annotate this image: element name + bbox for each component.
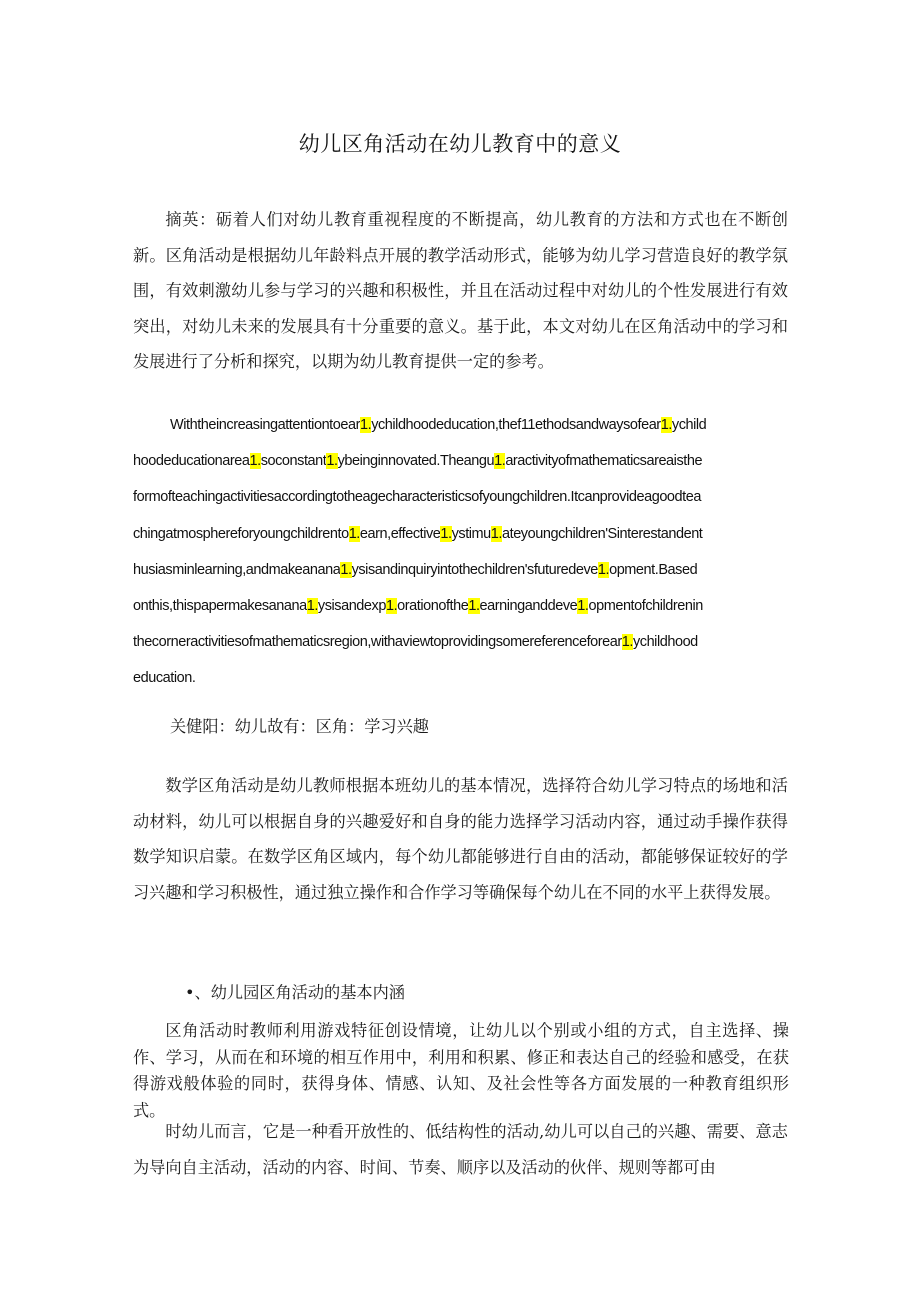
abstract-english-text: Withtheincreasingattentiontoear — [170, 417, 360, 433]
body-paragraph-text: 区角活动时教师利用游戏特征创设情境，让幼儿以个别或小组的方式，自主选择、操作、学习，从而在和环境的相互作用中，利用和积累、修正和表达自己的经验和感受，在获得游戏般体验的同时，获得身体、情感、认知、及社会性等各方面发展的一种教育组织形式。 — [133, 1021, 789, 1120]
highlighted-fragment: 1. — [468, 597, 480, 614]
abstract-english-text: thecorneractivitiesofmathematicsregion,withaviewtoprovidingsomereferenceforear — [133, 634, 622, 651]
abstract-english-text: ystimu — [451, 525, 491, 542]
intro-paragraph-text: 数学区角活动是幼儿教师根据本班幼儿的基本情况，选择符合幼儿学习特点的场地和活动材料，幼儿可以根据自身的兴趣爱好和自身的能力选择学习活动内容，通过动手操作获得数学知识启蒙。在数学区角区域内，每个幼儿都能够进行自由的活动，都能够保证较好的学习兴趣和学习积极性，通过独立操作和合作学习等确保每个幼儿在不同的水平上获得发展。 — [133, 776, 788, 902]
abstract-english-text: husiasminlearning,andmakeanana — [133, 561, 341, 578]
section-heading: •、幼儿园区角活动的基本内涵 — [185, 983, 405, 1002]
highlighted-fragment: 1. — [660, 417, 672, 433]
highlighted-fragment: 1. — [577, 597, 589, 614]
abstract-english-line — [133, 479, 793, 515]
abstract-english-text: ysisandexp — [317, 597, 386, 614]
keywords-line: 关健阳：幼儿故有：区角：学习兴趣 — [170, 717, 429, 736]
abstract-english-line — [133, 624, 793, 660]
abstract-english-text: hoodeducationarea — [133, 453, 250, 470]
abstract-english-text: opment.Based — [609, 561, 698, 578]
highlighted-fragment: 1. — [249, 453, 261, 470]
abstract-chinese-text: 摘英：砺着人们对幼儿教育重视程度的不断提高，幼儿教育的方法和方式也在不断创新。区角活动是根据幼儿年龄料点开展的教学活动形式，能够为幼儿学习营造良好的教学氛围，有效刺激幼儿参与学习的兴趣和积极性，并且在活动过程中对幼儿的个性发展进行有效突出，对幼儿未来的发展具有十分重要的意义。基于此，本文对幼儿在区角活动中的学习和发展进行了分析和探究，以期为幼儿教育提供一定的参考。 — [133, 210, 788, 372]
abstract-english-text: ysisandinquiryintothechildren'sfuturedeve — [351, 561, 598, 578]
highlighted-fragment: 1. — [621, 634, 633, 651]
highlighted-fragment: 1. — [494, 453, 506, 470]
abstract-english-text: aractivityofmathematicsareaisthe — [505, 453, 703, 470]
abstract-english-text: education. — [133, 670, 196, 687]
abstract-english-text: orationofthe — [397, 597, 469, 614]
highlighted-fragment: 1. — [348, 525, 360, 542]
abstract-english-text: chingatmosphereforyoungchildrento — [133, 525, 349, 542]
abstract-english-text: ateyoungchildren'Sinterestandent — [502, 525, 703, 542]
abstract-english-line — [133, 516, 793, 552]
body-paragraph-2 — [133, 1114, 788, 1185]
abstract-english-line — [133, 588, 793, 624]
abstract-english-line — [133, 552, 793, 588]
abstract-english — [133, 407, 793, 697]
highlighted-fragment: 1. — [306, 597, 318, 614]
abstract-english-text: opmentofchildrenin — [588, 597, 703, 614]
highlighted-fragment: 1. — [385, 597, 398, 614]
document-title: 幼儿区角活动在幼儿教育中的意义 — [298, 132, 622, 156]
abstract-english-text: earninganddeve — [479, 597, 578, 614]
intro-paragraph — [133, 768, 788, 910]
body-paragraph-2-text: 时幼儿而言，它是一种看开放性的、低结构性的活动,幼儿可以自己的兴趣、需要、意志为导向自主活动，活动的内容、时间、节奏、顺序以及活动的伙伴、规则等都可由 — [133, 1122, 788, 1177]
abstract-english-line — [133, 660, 793, 696]
abstract-english-text: earn,effective — [359, 525, 441, 542]
abstract-english-text: onthis,thispapermakesanana — [133, 597, 307, 614]
abstract-english-line — [133, 407, 793, 443]
body-paragraph — [133, 1018, 789, 1124]
abstract-english-text: ychildhood — [632, 634, 698, 651]
highlighted-fragment: 1. — [340, 561, 352, 578]
abstract-chinese — [133, 202, 788, 380]
highlighted-fragment: 1. — [440, 525, 452, 542]
abstract-english-text: soconstant — [260, 453, 327, 470]
abstract-english-text: ychild — [671, 417, 707, 433]
abstract-english-line — [133, 443, 793, 479]
highlighted-fragment: 1. — [490, 525, 502, 542]
abstract-english-text: ybeinginnovated.Theangu — [337, 453, 495, 470]
highlighted-fragment: 1. — [597, 561, 610, 578]
abstract-english-text: formofteachingactivitiesaccordingtotheagecharacteristicsofyoungchildren.Itcanprovideagoodtea — [133, 489, 701, 506]
abstract-english-text: ychildhoodeducation,thef11ethodsandwaysofear — [371, 417, 661, 433]
highlighted-fragment: 1. — [326, 453, 338, 470]
highlighted-fragment: 1. — [359, 417, 372, 433]
